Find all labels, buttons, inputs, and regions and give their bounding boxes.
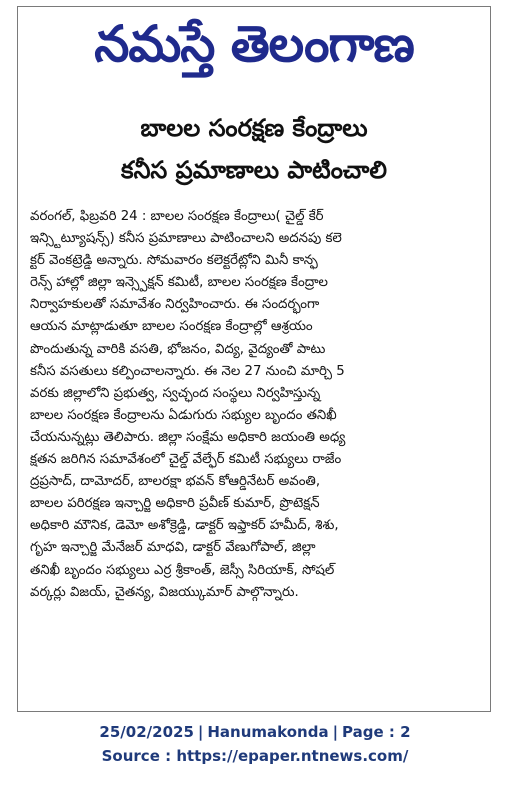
body-line: అధికారి మౌనిక, డెమో అశోక్రెడ్డి, డాక్టర్ ఇఫ్తాకర్ హమీద్, శిశు, xyxy=(30,518,339,534)
footer-edition: Hanumakonda xyxy=(207,723,329,741)
body-line: క్షతన జరిగిన సమావేశంలో చైల్డ్ వేల్ఫేర్ కమిటీ సభ్యులు రాజేం xyxy=(30,452,342,468)
masthead-title: నమస్తే తెలంగాణ xyxy=(94,15,414,73)
body-line: తనిఖీ బృందం సభ్యులు ఎర్ర శ్రీకాంత్, జెస్సీ సిరియాక్, సోషల్ xyxy=(30,562,335,578)
body-line: ఇన్స్టిట్యూషన్స్) కనీస ప్రమాణాలు పాటించాలని అదనపు కలె xyxy=(30,231,342,247)
body-line: కనీస వసతులు కల్పించాలన్నారు. ఈ నెల 27 నుంచి మార్చి 5 xyxy=(30,363,345,379)
footer-meta xyxy=(0,723,510,741)
body-line: రెన్స్ హాల్లో జిల్లా ఇన్స్పెక్షన్ కమిటీ, బాలల సంరక్షణ కేంద్రాల xyxy=(30,275,328,291)
body-line: నిర్వాహకులతో సమావేశం నిర్వహించారు. ఈ సందర్భంగా xyxy=(30,297,320,313)
body-line: వరంగల్, ఫిబ్రవరి 24 : బాలల సంరక్షణ కేంద్రాలు( చైల్డ్ కేర్ xyxy=(30,209,324,224)
footer-source: Source : https://epaper.ntnews.com/ xyxy=(101,747,409,765)
footer-page: Page : 2 xyxy=(342,723,411,741)
body-line: వర్కర్లు విజయ్, చైతన్య, విజయ్కుమార్ పాల్గొన్నారు. xyxy=(30,584,299,600)
footer-separator: | xyxy=(197,723,204,741)
footer-date: 25/02/2025 xyxy=(99,723,194,741)
body-line: ఆయన మాట్లాడుతూ బాలల సంరక్షణ కేంద్రాల్లో ఆశ్రయం xyxy=(30,319,313,335)
headline-line-2: కనీస ప్రమాణాలు పాటించాలి xyxy=(121,156,387,184)
article-body xyxy=(30,206,480,604)
headline-line-1: బాలల సంరక్షణ కేంద్రాలు xyxy=(140,114,368,142)
body-line: ద్రప్రసాద్, దామోదర్, బాలరక్షా భవన్ కోఆర్డినేటర్ అవంతి, xyxy=(30,474,321,490)
body-line: బాలల సంరక్షణ కేంద్రాలను ఏడుగురు సభ్యుల బృందం తనిఖీ xyxy=(30,407,337,423)
body-line: గృహ ఇన్చార్జి మేనేజర్ మాధవి, డాక్టర్ వేణుగోపాల్, జిల్లా xyxy=(30,540,316,556)
body-line: వరకు జిల్లాలోని ప్రభుత్వ, స్వచ్ఛంద సంస్థలు నిర్వహిస్తున్న xyxy=(30,385,321,401)
footer-separator: | xyxy=(332,723,339,741)
body-line: క్టర్ వెంకట్రెడ్డి అన్నారు. సోమవారం కలెక్టరేట్లోని మినీ కాన్ఫ xyxy=(30,253,318,269)
body-line: బాలల పరిరక్షణ ఇన్చార్జి అధికారి ప్రవీణ్ కుమార్, ప్రొటెక్షన్ xyxy=(30,496,320,512)
body-line: పొందుతున్న వారికి వసతి, భోజనం, విద్య, వైద్యంతో పాటు xyxy=(30,341,326,357)
body-line: చేయనున్నట్లు తెలిపారు. జిల్లా సంక్షేమ అధికారి జయంతి అధ్య xyxy=(30,429,346,445)
